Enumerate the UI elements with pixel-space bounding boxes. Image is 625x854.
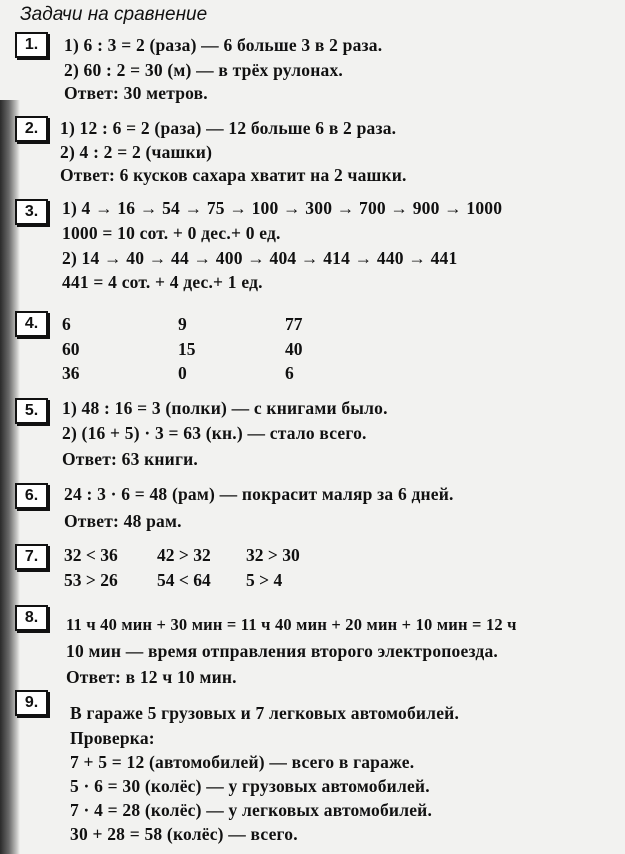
task-4-cell: 40 (285, 339, 303, 359)
task-8-line-1: 11 ч 40 мин + 30 мин = 11 ч 40 мин + 20 мин + 10 мин = 12 ч (66, 615, 517, 634)
task-1-line-1: 1) 6 : 3 = 2 (раза) — 6 больше 3 в 2 раза. (64, 35, 383, 55)
task-9-number: 9. (15, 690, 48, 716)
task-7-cell: 32 > 30 (246, 545, 300, 565)
task-5-line-2: 2) (16 + 5) · 3 = 63 (кн.) — стало всего. (62, 423, 367, 443)
task-7-cell: 32 < 36 (64, 545, 118, 565)
task-4-cell: 36 (62, 363, 80, 383)
task-3-line-3: 2) 14 → 40 → 44 → 400 → 404 → 414 → 440 → 441 (62, 248, 458, 268)
task-4-cell: 60 (62, 339, 80, 359)
task-3-line-1: 1) 4 → 16 → 54 → 75 → 100 → 300 → 700 → 900 → 1000 (62, 198, 503, 218)
page-title: Задачи на сравнение (20, 4, 208, 25)
task-4-cell: 0 (178, 363, 187, 383)
task-4-cell: 6 (285, 363, 294, 383)
task-5-line-1: 1) 48 : 16 = 3 (полки) — с книгами было. (62, 398, 388, 418)
task-9-line-5: 7 · 4 = 28 (колёс) — у легковых автомобилей. (70, 800, 433, 820)
task-3-number: 3. (15, 199, 48, 225)
task-2-answer: Ответ: 6 кусков сахара хватит на 2 чашки. (60, 165, 407, 185)
task-7-cell: 42 > 32 (157, 545, 211, 565)
task-8-answer: Ответ: в 12 ч 10 мин. (66, 667, 237, 687)
task-8-line-2: 10 мин — время отправления второго электропоезда. (66, 641, 498, 661)
task-4-cell: 15 (178, 339, 196, 359)
task-2-line-1: 1) 12 : 6 = 2 (раза) — 12 больше 6 в 2 раза. (60, 118, 397, 138)
task-5-number: 5. (15, 398, 48, 424)
task-2-line-2: 2) 4 : 2 = 2 (чашки) (60, 142, 213, 162)
task-6-line-1: 24 : 3 · 6 = 48 (рам) — покрасит маляр за 6 дней. (64, 484, 454, 504)
task-9-line-4: 5 · 6 = 30 (колёс) — у грузовых автомобилей. (70, 776, 430, 796)
task-9-line-3: 7 + 5 = 12 (автомобилей) — всего в гараже. (70, 752, 415, 772)
task-1-answer: Ответ: 30 метров. (64, 83, 208, 103)
task-4-cell: 6 (62, 314, 71, 334)
task-7-cell: 53 > 26 (64, 570, 118, 590)
task-3-line-4: 441 = 4 сот. + 4 дес.+ 1 ед. (62, 272, 263, 292)
task-4-cell: 9 (178, 314, 187, 334)
task-6-answer: Ответ: 48 рам. (64, 511, 182, 531)
task-7-number: 7. (15, 544, 48, 570)
task-7-cell: 54 < 64 (157, 570, 211, 590)
task-8-number: 8. (15, 605, 48, 631)
task-1-number: 1. (15, 32, 48, 58)
task-3-line-2: 1000 = 10 сот. + 0 дес.+ 0 ед. (62, 223, 281, 243)
task-9-line-1: В гараже 5 грузовых и 7 легковых автомобилей. (70, 703, 460, 723)
task-1-line-2: 2) 60 : 2 = 30 (м) — в трёх рулонах. (64, 60, 344, 80)
task-5-answer: Ответ: 63 книги. (62, 449, 198, 469)
task-9-line-6: 30 + 28 = 58 (колёс) — всего. (70, 824, 298, 844)
task-6-number: 6. (15, 483, 48, 509)
task-4-cell: 77 (285, 314, 303, 334)
task-9-line-2: Проверка: (70, 728, 155, 748)
task-7-cell: 5 > 4 (246, 570, 283, 590)
task-4-number: 4. (15, 311, 48, 337)
task-2-number: 2. (15, 116, 48, 142)
